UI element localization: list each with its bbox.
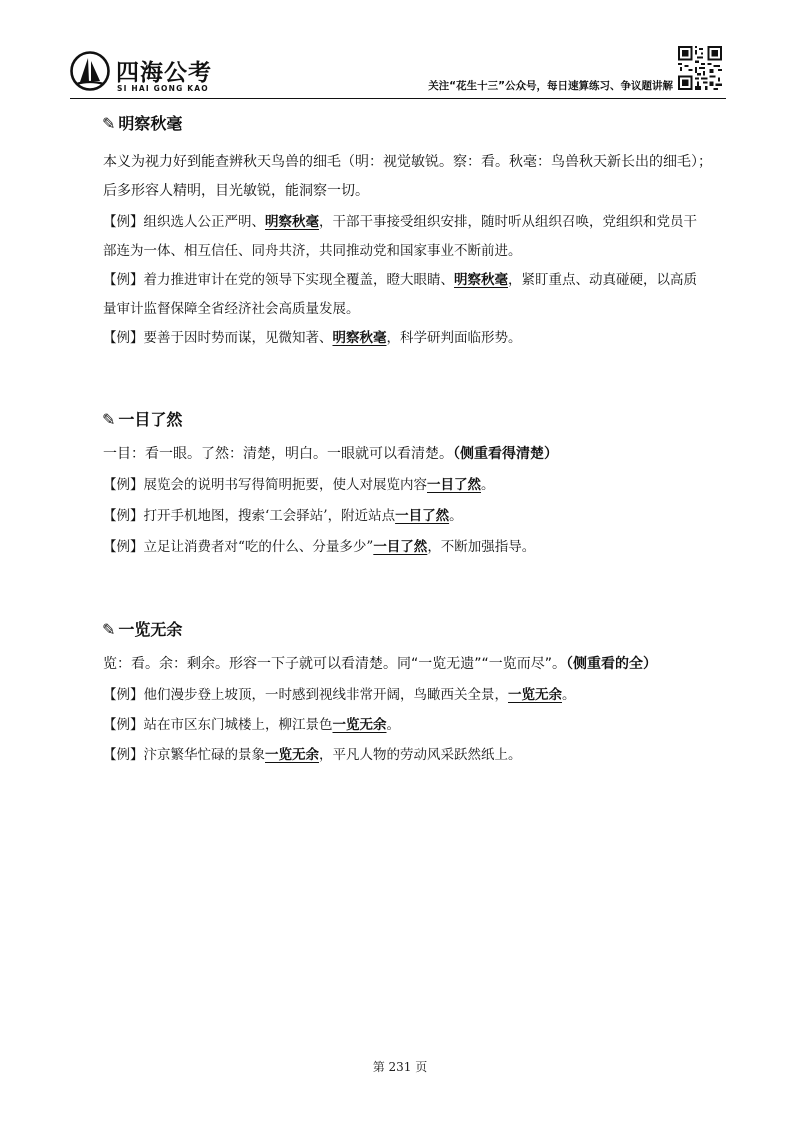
idiom-highlight: 明察秋毫 [332,330,387,346]
idiom-highlight: 明察秋毫 [265,214,319,230]
brand-name-latin: SI HAI GONG KAO [117,84,209,93]
example-line [103,683,576,703]
idiom-highlight: 一目了然 [395,508,450,524]
section-heading [102,111,182,134]
header-rule [70,98,726,99]
example-text: 【例】打开手机地图，搜索‘工会驿站’，附近站点 [103,508,396,524]
definition-line: 后多形容人精明，目光敏锐，能洞察一切。 [103,183,369,199]
example-line [103,504,463,524]
example-line [103,239,522,259]
qr-code-icon [678,46,722,90]
definition-line [103,653,657,673]
example-line [103,210,697,230]
definition-note: （侧重看的全） [566,656,658,672]
example-text: 【例】站在市区东门城楼上，柳江景色 [103,717,333,733]
example-text: ，平凡人物的劳动风采跃然纸上。 [319,747,522,763]
example-text: 。 [386,717,400,733]
idiom-highlight: 一览无余 [265,747,319,763]
section-heading [102,407,182,430]
definition-line [103,443,558,463]
section-title: 明察秋毫 [118,114,183,133]
section-heading [102,617,182,640]
example-text: 。 [481,477,495,493]
page-header [0,0,800,106]
example-line [103,473,495,493]
definition-line: 本义为视力好到能查辨秋天鸟兽的细毛（明：视觉敏锐。察：看。秋毫：鸟兽秋天新长出的细毛）； [103,154,712,170]
example-line [103,297,360,317]
example-line [103,743,522,763]
example-text: 【例】着力推进审计在党的领导下实现全覆盖，瞪大眼睛、 [103,272,454,288]
section-title: 一览无余 [118,620,183,639]
example-text: ，不断加强指导。 [427,539,536,555]
brand-name: 四海公考 [116,60,212,86]
example-text: ，干部干事接受组织安排，随时听从组织召唤，党组织和党员干 [319,214,697,230]
example-text: 。 [562,687,576,703]
example-text: 。 [449,508,463,524]
example-text: ，紧盯重点、动真碰硬，以高质 [508,272,697,288]
idiom-highlight: 一目了然 [373,539,428,555]
example-text: 部连为一体、相互信任、同舟共济，共同推动党和国家事业不断前进。 [103,243,522,259]
sail-logo-icon [70,51,110,91]
example-text: 【例】要善于因时势而谋，见微知著、 [103,330,333,346]
pencil-icon: ✎ [102,410,116,429]
idiom-highlight: 一目了然 [427,477,481,493]
idiom-highlight: 一览无余 [508,687,562,703]
example-text: 【例】组织选人公正严明、 [103,214,265,230]
header-promo-text: 关注“花生十三”公众号，每日速算练习、争议题讲解 [428,80,673,92]
pencil-icon: ✎ [102,620,116,639]
example-line [103,713,400,733]
example-line [103,535,535,555]
example-line [103,268,697,288]
example-text: 【例】汴京繁华忙碌的景象 [103,747,265,763]
example-line [103,326,522,346]
example-text: 【例】立足让消费者对“吃的什么、分量多少” [103,539,374,555]
definition-text: 一目：看一眼。了然：清楚，明白。一眼就可以看清楚。 [103,446,453,462]
idiom-highlight: 一览无余 [332,717,387,733]
page-number: 第 231 页 [372,1060,428,1074]
example-text: 量审计监督保障全省经济社会高质量发展。 [103,301,360,317]
example-text: ，科学研判面临形势。 [386,330,522,346]
example-text: 【例】他们漫步登上坡顶，一时感到视线非常开阔，鸟瞰西关全景， [103,687,508,703]
definition-text: 览：看。余：剩余。形容一下子就可以看清楚。同“一览无遗”“一览而尽”。 [103,656,567,672]
definition-note: （侧重看得清楚） [453,446,558,462]
idiom-highlight: 明察秋毫 [454,272,508,288]
section-title: 一目了然 [118,410,183,429]
example-text: 【例】展览会的说明书写得简明扼要，使人对展览内容 [103,477,427,493]
pencil-icon: ✎ [102,114,116,133]
